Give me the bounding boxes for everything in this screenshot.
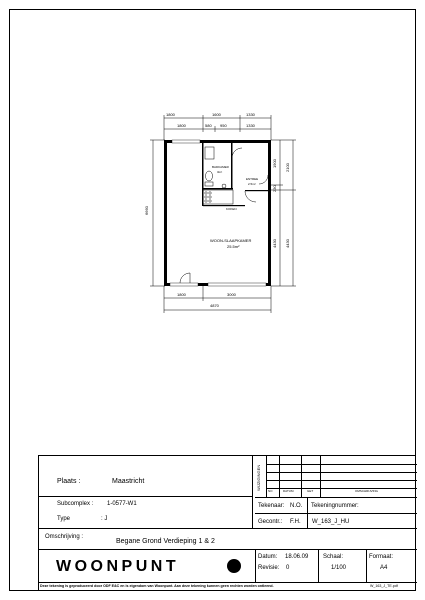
- tb-vline: [255, 549, 256, 582]
- dim-bottom-1: 1800: [177, 292, 186, 297]
- rev-header-omschrijving: OMSCHRIJVING: [355, 489, 379, 493]
- dim-right-1: 1900: [272, 159, 277, 168]
- dim-top2-2: 580: [205, 123, 212, 128]
- type-value: : J: [101, 516, 108, 522]
- tb-vline: [320, 456, 321, 497]
- gecontr-label: Gecontr.:: [258, 519, 283, 525]
- tekeningnummer-value: W_163_J_HU: [312, 519, 350, 525]
- tb-vline: [307, 497, 308, 528]
- footer-filename: W_163_J_TE.pdf: [370, 584, 398, 588]
- room-entree-name: ENTREE: [246, 177, 259, 181]
- dim-bottom-2: 3000: [227, 292, 236, 297]
- dim-right-outer-2: 4430: [285, 239, 290, 248]
- dim-top2-1: 1800: [177, 123, 186, 128]
- room-entree-area: 2.5m²: [248, 182, 256, 186]
- room-badkamer-name: BADKAMER: [212, 165, 229, 169]
- tekenaar-label: Tekenaar:: [258, 503, 285, 509]
- plaats-label: Plaats :: [57, 478, 81, 485]
- omschrijving-label: Omschrijving :: [45, 534, 84, 540]
- tb-line: [255, 497, 417, 498]
- plaats-value: Maastricht: [112, 478, 145, 485]
- datum-value: 18.06.09: [285, 554, 309, 560]
- dim-right-2: 230: [272, 185, 277, 192]
- woonpunt-logo: WOONPUNT: [56, 558, 180, 575]
- tb-line: [39, 496, 252, 497]
- dim-top2-3: 950: [220, 123, 227, 128]
- revisie-value: 0: [286, 565, 290, 571]
- dim-top2-4: 1330: [246, 123, 255, 128]
- title-block: [38, 455, 416, 591]
- tb-line: [39, 549, 417, 550]
- schaal-value: 1/100: [331, 565, 347, 571]
- tb-line: [39, 528, 417, 529]
- datum-label: Datum:: [258, 554, 278, 560]
- tb-vline: [366, 549, 367, 582]
- room-koken-name: KOKEN: [226, 207, 237, 211]
- subcomplex-value: 1-0577-W1: [107, 501, 137, 507]
- revisie-label: Revisie:: [258, 565, 280, 571]
- room-badkamer-area: 3m²: [217, 170, 223, 174]
- room-woon-name: WOON-SLAAPKAMER: [210, 238, 252, 243]
- dim-top-1: 1800: [166, 112, 175, 117]
- dim-top-3: 1330: [246, 112, 255, 117]
- walls: [164, 140, 271, 286]
- tb-vline: [266, 456, 267, 497]
- room-woon-area: 25.5m²: [227, 244, 240, 249]
- tb-vline: [279, 456, 280, 497]
- dim-left-total: 6660: [144, 206, 149, 215]
- logo-dot-icon: [227, 559, 241, 573]
- tekeningnummer-label: Tekeningnummer:: [311, 503, 359, 509]
- rev-row-line: [266, 464, 417, 465]
- subcomplex-label: Subcomplex :: [57, 501, 94, 507]
- tb-vline: [318, 549, 319, 582]
- rev-row-line: [266, 480, 417, 481]
- dim-right-outer-1: 2100: [285, 163, 290, 172]
- revisions-label: WIJZIGINGEN: [256, 464, 261, 491]
- rev-header-no: NO: [268, 489, 273, 493]
- type-label: Type: [57, 516, 71, 522]
- dim-bottom-total: 4870: [210, 303, 219, 308]
- gecontr-value: F.H.: [290, 519, 301, 525]
- tb-line: [255, 513, 417, 514]
- tb-line: [39, 582, 417, 583]
- formaat-value: A4: [380, 565, 388, 571]
- dim-top-2: 1600: [212, 112, 221, 117]
- rev-header-get: GET: [307, 489, 314, 493]
- schaal-label: Schaal:: [323, 554, 344, 560]
- dim-right-3: 4430: [272, 239, 277, 248]
- tb-vline: [252, 456, 253, 528]
- formaat-label: Formaat:: [369, 554, 394, 560]
- rev-row-line: [266, 472, 417, 473]
- rev-header-datum: DATUM: [283, 489, 294, 493]
- footer-note: Deze tekening is geproduceerd door ODF E&C en is eigendom van Woonpunt. Aan deze tekening kunnen geen rechten worden ontleend.: [40, 584, 274, 588]
- omschrijving-value: Begane Grond Verdieping 1 & 2: [116, 538, 215, 545]
- tb-vline: [301, 456, 302, 497]
- tekenaar-value: N.O.: [290, 503, 303, 509]
